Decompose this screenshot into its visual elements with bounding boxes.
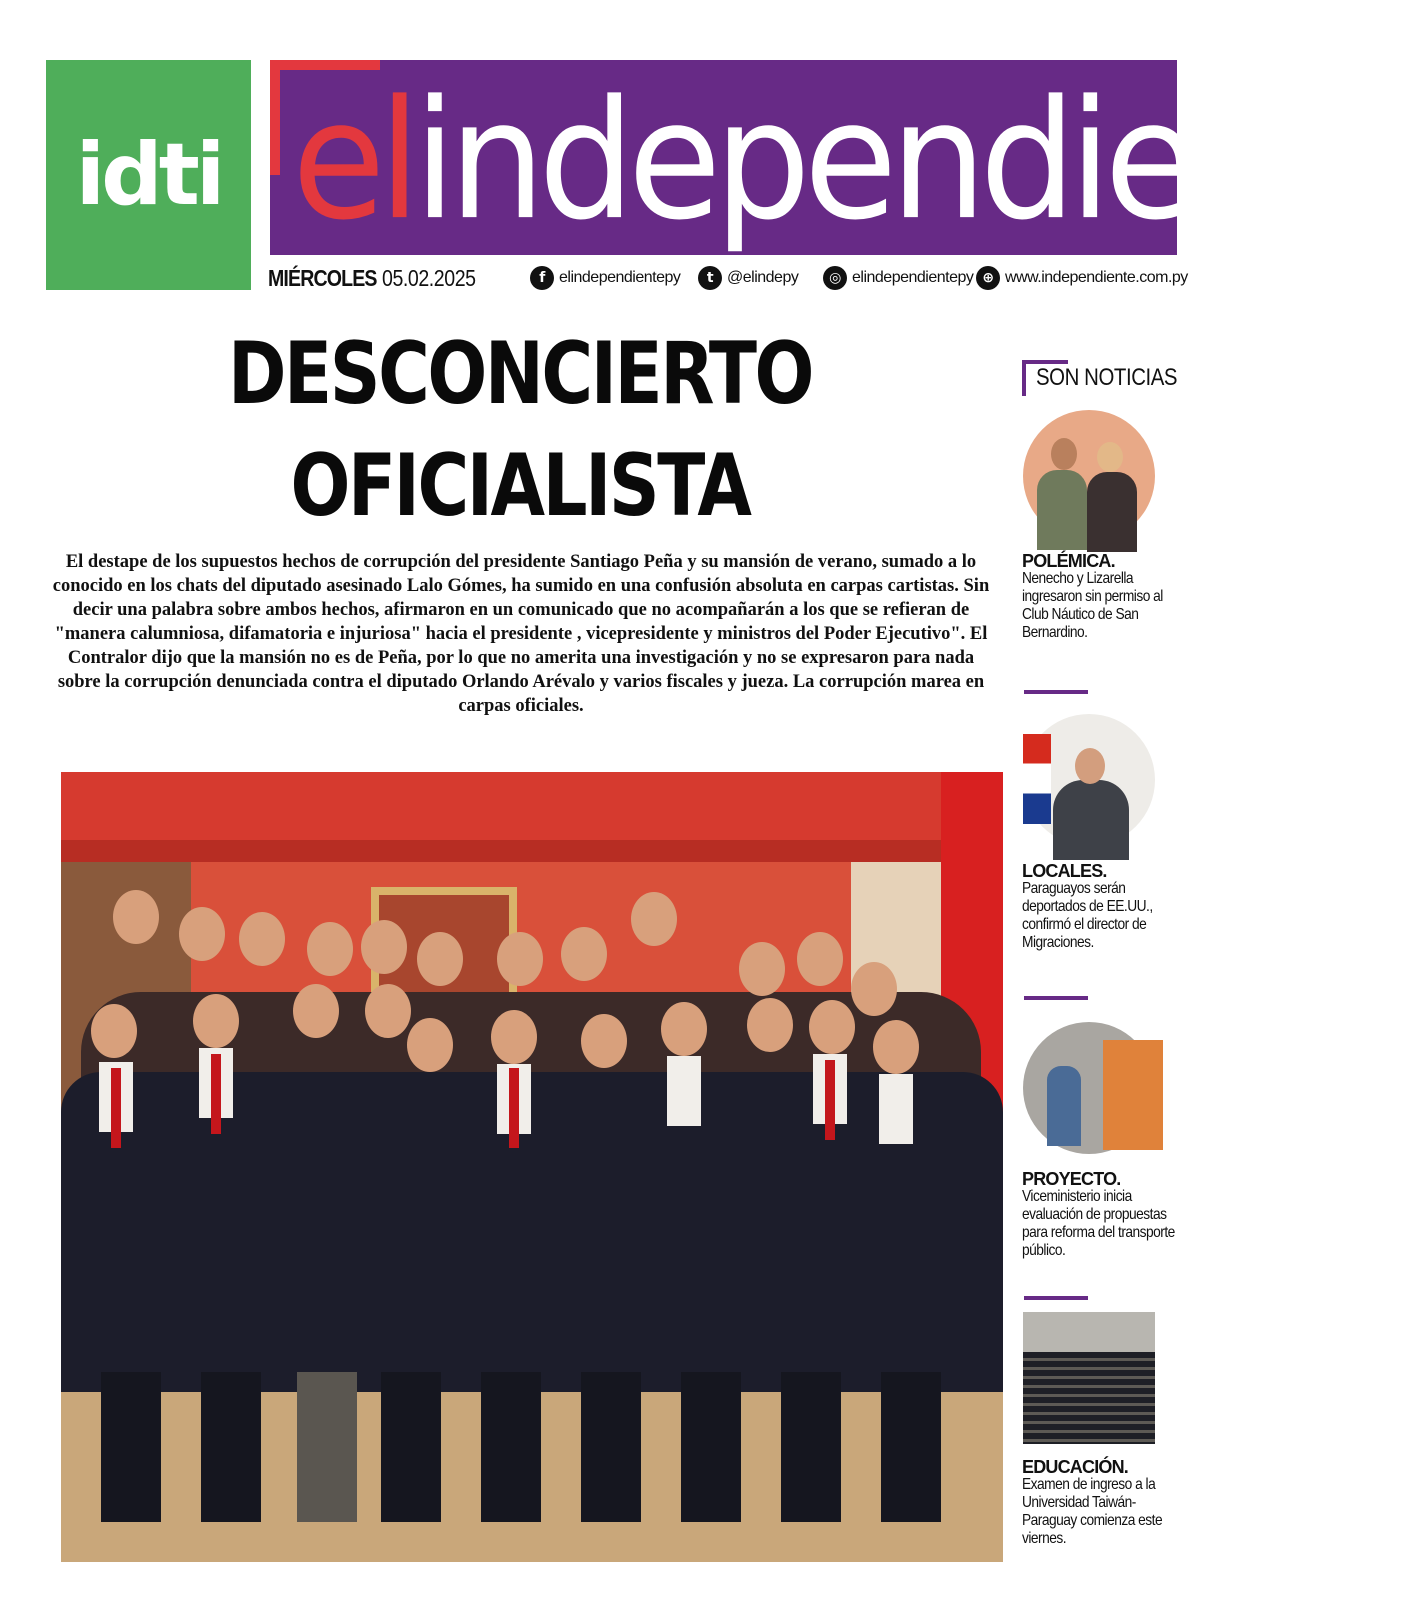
facebook-icon: f xyxy=(530,266,554,290)
photo-legs xyxy=(681,1372,741,1522)
photo-face xyxy=(293,984,339,1038)
news-kicker: EDUCACIÓN. xyxy=(1022,1457,1129,1477)
website-url: www.independiente.com.py xyxy=(1005,269,1188,286)
photo-face xyxy=(407,1018,453,1072)
photo-face xyxy=(739,942,785,996)
photo-face xyxy=(113,890,159,944)
photo-tie xyxy=(111,1068,121,1148)
twitter-handle: @elindepy xyxy=(727,269,799,286)
lede-paragraph: El destape de los supuestos hechos de corrupción del presidente Santiago Peña y su mansión de verano, sumado a lo conocido en los chats del diputado asesinado Lalo Gómes, ha sumido en una confusión absoluta en carpas cartistas. Sin decir una palabra sobre ambos hechos, afirmaron en un comunicado que no acompañarán a los que se refieran de "manera calumniosa, difamatoria e injuriosa" hacia el presidente , vicepresidente y ministros del Poder Ejecutivo". El Contralor dijo que la mansión no es de Peña, por lo que no amerita una investigación y no se expresaron para nada sobre la corrupción denunciada contra el diputado Orlando Arévalo y varios fiscales y jueza. La corrupción marea en carpas oficiales. xyxy=(52,552,990,716)
headline-line-2: OFICIALISTA xyxy=(290,436,750,536)
photo-shirt xyxy=(667,1056,701,1126)
newspaper-title xyxy=(292,58,1419,263)
idti-logo xyxy=(46,60,251,290)
photo-legs xyxy=(881,1372,941,1522)
thumb-head xyxy=(1051,438,1077,470)
photo-face xyxy=(307,922,353,976)
photo-face xyxy=(631,892,677,946)
photo-shirt xyxy=(879,1074,913,1144)
photo-face xyxy=(179,907,225,961)
logo-text: idti xyxy=(75,125,222,225)
photo-face xyxy=(193,994,239,1048)
photo-face xyxy=(491,1010,537,1064)
thumb-bus xyxy=(1103,1040,1163,1150)
headline-line-1: DESCONCIERTO xyxy=(227,324,813,424)
thumb-head xyxy=(1097,442,1123,472)
masthead-banner xyxy=(270,60,1419,257)
title-el: el xyxy=(292,64,414,257)
photo-tie xyxy=(211,1054,221,1134)
photo-legs xyxy=(297,1372,357,1522)
sidebar-heading-text: SON NOTICIAS xyxy=(1036,364,1178,391)
meta-row xyxy=(268,262,1188,294)
thumb-proyecto[interactable] xyxy=(1023,1022,1155,1154)
photo-face xyxy=(497,932,543,986)
thumb-locales[interactable] xyxy=(1023,714,1155,846)
social-instagram[interactable] xyxy=(823,266,973,290)
social-facebook[interactable] xyxy=(530,266,680,290)
photo-legs xyxy=(381,1372,441,1522)
thumb-person xyxy=(1047,1066,1081,1146)
photo-face xyxy=(661,1002,707,1056)
social-twitter[interactable] xyxy=(698,266,798,290)
sidebar-divider xyxy=(1024,690,1088,694)
news-text: Examen de ingreso a la Universidad Taiwán-Paraguay comienza este viernes. xyxy=(1022,1476,1163,1547)
photo-beam xyxy=(61,840,941,862)
news-text: Viceministerio inicia evaluación de propuestas para reforma del transporte público. xyxy=(1022,1188,1175,1259)
twitter-icon: t xyxy=(698,266,722,290)
thumb-suit xyxy=(1053,780,1129,860)
thumb-flag xyxy=(1023,734,1051,824)
news-kicker: LOCALES. xyxy=(1022,861,1107,881)
thumb-seated-rows xyxy=(1023,1352,1155,1444)
photo-tie xyxy=(509,1068,519,1148)
main-headline xyxy=(200,318,840,542)
photo-legs xyxy=(481,1372,541,1522)
photo-face xyxy=(797,932,843,986)
photo-face xyxy=(91,1004,137,1058)
photo-face xyxy=(417,932,463,986)
main-photo xyxy=(61,772,1003,1562)
globe-icon: ⊕ xyxy=(976,266,1000,290)
news-item-polemica[interactable] xyxy=(1022,552,1187,642)
thumb-educacion[interactable] xyxy=(1023,1312,1155,1444)
news-kicker: POLÉMICA. xyxy=(1022,551,1115,571)
photo-legs xyxy=(781,1372,841,1522)
photo-tie xyxy=(825,1060,835,1140)
photo-legs xyxy=(581,1372,641,1522)
photo-face xyxy=(239,912,285,966)
thumb-polemica[interactable] xyxy=(1023,410,1155,542)
sidebar-heading xyxy=(1022,360,1202,396)
issue-date: 05.02.2025 xyxy=(381,264,476,291)
thumb-head xyxy=(1075,748,1105,784)
sidebar-divider xyxy=(1024,1296,1088,1300)
bracket-vertical xyxy=(270,60,280,175)
photo-face xyxy=(873,1020,919,1074)
news-item-locales[interactable] xyxy=(1022,862,1187,952)
thumb-person xyxy=(1037,470,1087,550)
photo-face xyxy=(561,927,607,981)
photo-face xyxy=(851,962,897,1016)
photo-face xyxy=(747,998,793,1052)
instagram-handle: elindependientepy xyxy=(852,269,974,286)
photo-face xyxy=(361,920,407,974)
news-text: Nenecho y Lizarella ingresaron sin permiso al Club Náutico de San Bernardino. xyxy=(1022,570,1163,641)
sidebar-divider xyxy=(1024,996,1088,1000)
title-independiente: independiente xyxy=(413,64,1419,257)
photo-face xyxy=(809,1000,855,1054)
photo-legs xyxy=(201,1372,261,1522)
thumb-person xyxy=(1087,472,1137,552)
news-kicker: PROYECTO. xyxy=(1022,1169,1121,1189)
news-item-proyecto[interactable] xyxy=(1022,1170,1187,1260)
news-text: Paraguayos serán deportados de EE.UU., confirmó el director de Migraciones. xyxy=(1022,880,1153,951)
photo-face xyxy=(365,984,411,1038)
news-item-educacion[interactable] xyxy=(1022,1458,1187,1548)
photo-face xyxy=(581,1014,627,1068)
thumb-hall xyxy=(1023,1312,1155,1352)
photo-legs xyxy=(101,1372,161,1522)
issue-day: MIÉRCOLES xyxy=(268,264,377,291)
photo-crowd-front xyxy=(61,1072,1003,1392)
facebook-handle: elindependientepy xyxy=(559,269,681,286)
social-website[interactable] xyxy=(976,266,1188,290)
instagram-icon: ◎ xyxy=(823,266,847,290)
